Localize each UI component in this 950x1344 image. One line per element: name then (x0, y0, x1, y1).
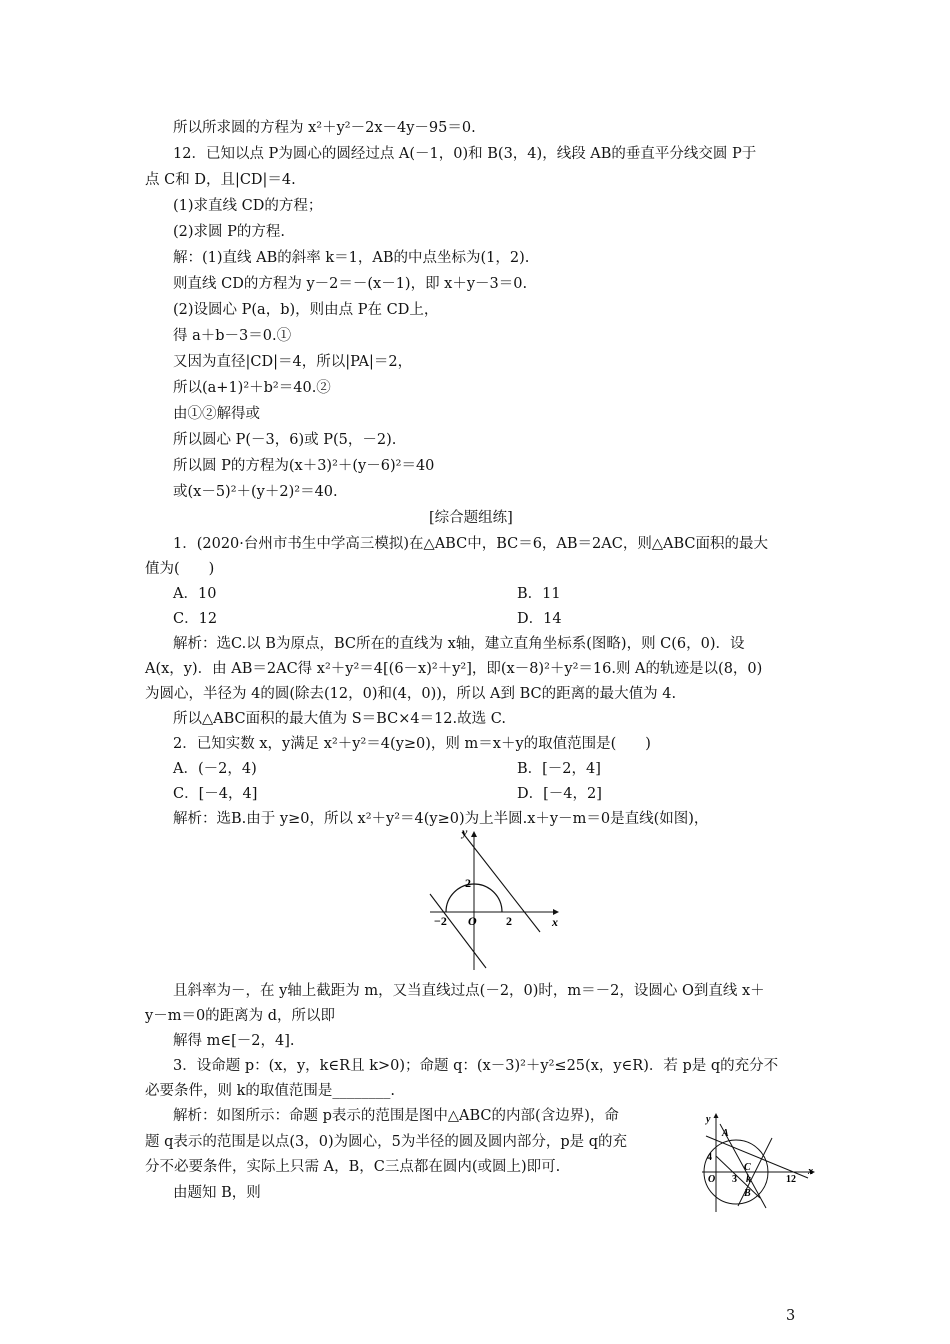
text-line: 由①②解得或 (173, 406, 260, 422)
tick-label: −2 (434, 914, 447, 928)
text-line: 解析：选B.由于 y≥0，所以 x²＋y²＝4(y≥0)为上半圆.x＋y－m＝0是直线(如图)， (173, 811, 709, 827)
tick-label: 12 (786, 1174, 796, 1185)
page-number: 3 (786, 1308, 796, 1324)
option-b: B．11 (517, 586, 561, 602)
x-axis-label: x (808, 1166, 813, 1177)
text-line: 且斜率为－，在 y轴上截距为 m，又当直线过点(－2，0)时，m＝－2，设圆心 O到直线 x＋ (173, 983, 765, 999)
tick-label: 4 (707, 1152, 712, 1163)
text-line: 所以所求圆的方程为 x²＋y²－2x－4y－95＝0. (173, 120, 476, 136)
text-line: 1．(2020·台州市书生中学高三模拟)在△ABC中，BC＝6，AB＝2AC，则△ABC面积的最大 (173, 536, 768, 552)
tick-label: 2 (465, 876, 471, 890)
point-label-a: A (722, 1128, 729, 1139)
text-line: 分不必要条件，实际上只需 A，B，C三点都在圆内(或圆上)即可. (145, 1159, 561, 1175)
text-line: 必要条件，则 k的取值范围是________. (145, 1083, 396, 1099)
point-label-b: B (744, 1188, 751, 1199)
text-line: 则直线 CD的方程为 y－2＝－(x－1)，即 x＋y－3＝0. (173, 276, 528, 292)
text-line: 值为( ) (145, 561, 215, 577)
text-line: 解析：选C.以 B为原点，BC所在的直线为 x轴，建立直角坐标系(图略)，则 C(6，0)．设 (173, 636, 745, 652)
y-axis-label: y (462, 825, 468, 839)
text-line: (2)求圆 P的方程. (173, 224, 286, 240)
line-lower (430, 894, 486, 968)
option-d: D．[－4，2] (517, 786, 602, 802)
text-line: 得 a＋b－3＝0.① (173, 328, 292, 344)
text-line: 又因为直径|CD|＝4，所以|PA|＝2， (173, 354, 413, 370)
text-line: (1)求直线 CD的方程； (173, 198, 323, 214)
option-c: C．12 (173, 611, 218, 627)
option-a: A．10 (173, 586, 217, 602)
text-line: 解析：如图所示：命题 p表示的范围是图中△ABC的内部(含边界)，命 (173, 1108, 619, 1124)
x-axis-label: x (552, 915, 558, 929)
text-line: 所以圆心 P(－3，6)或 P(5，－2). (173, 432, 397, 448)
text-line: 解得 m∈[－2，4]. (173, 1033, 295, 1049)
text-line: 题 q表示的范围是以点(3，0)为圆心，5为半径的圆及圆内部分，p是 q的充 (145, 1134, 628, 1150)
tick-label: 3 (732, 1174, 737, 1185)
circle-triangle-figure (698, 1108, 818, 1214)
text-line: 点 C和 D，且|CD|＝4. (145, 172, 296, 188)
point-label-c: C (744, 1162, 751, 1173)
tick-label: 2 (506, 914, 512, 928)
option-c: C．[－4，4] (173, 786, 258, 802)
point-label-k: k (746, 1174, 751, 1185)
text-line: 解：(1)直线 AB的斜率 k＝1，AB的中点坐标为(1，2). (173, 250, 530, 266)
option-a: A．(－2，4) (173, 761, 257, 777)
text-line: 为圆心，半径为 4的圆(除去(12，0)和(4，0))，所以 A到 BC的距离的最大值为 4. (145, 686, 677, 702)
text-line: 或(x－5)²＋(y＋2)²＝40. (173, 484, 338, 500)
text-line: 12．已知以点 P为圆心的圆经过点 A(－1，0)和 B(3，4)，线段 AB的垂直平分线交圆 P于 (173, 146, 757, 162)
line-c (716, 1156, 760, 1198)
text-line: 2．已知实数 x，y满足 x²＋y²＝4(y≥0)，则 m＝x＋y的取值范围是( ) (173, 736, 651, 752)
text-line: 由题知 B，则 (173, 1185, 261, 1201)
text-line: y－m＝0的距离为 d，所以即 (145, 1008, 336, 1024)
option-d: D．14 (517, 611, 562, 627)
section-heading: [综合题组练] (429, 510, 513, 526)
option-b: B．[－2，4] (517, 761, 601, 777)
text-line: (2)设圆心 P(a，b)，则由点 P在 CD上， (173, 302, 439, 318)
origin-label: O (708, 1174, 716, 1185)
text-line: A(x，y)．由 AB＝2AC得 x²＋y²＝4[(6－x)²＋y²]，即(x－8)²＋y²＝16.则 A的轨迹是以(8，0) (145, 661, 763, 677)
semicircle-figure (420, 822, 570, 972)
text-line: 所以(a+1)²＋b²＝40.② (173, 380, 331, 396)
origin-label: O (468, 914, 477, 928)
text-line: 所以圆 P的方程为(x＋3)²＋(y－6)²＝40 (173, 458, 435, 474)
text-line: 所以△ABC面积的最大值为 S＝BC×4＝12.故选 C. (173, 711, 506, 727)
text-line: 3．设命题 p：(x，y，k∈R且 k>0)；命题 q：(x－3)²＋y²≤25(x，y∈R)．若 p是 q的充分不 (173, 1058, 779, 1074)
y-axis-label: y (706, 1114, 711, 1125)
